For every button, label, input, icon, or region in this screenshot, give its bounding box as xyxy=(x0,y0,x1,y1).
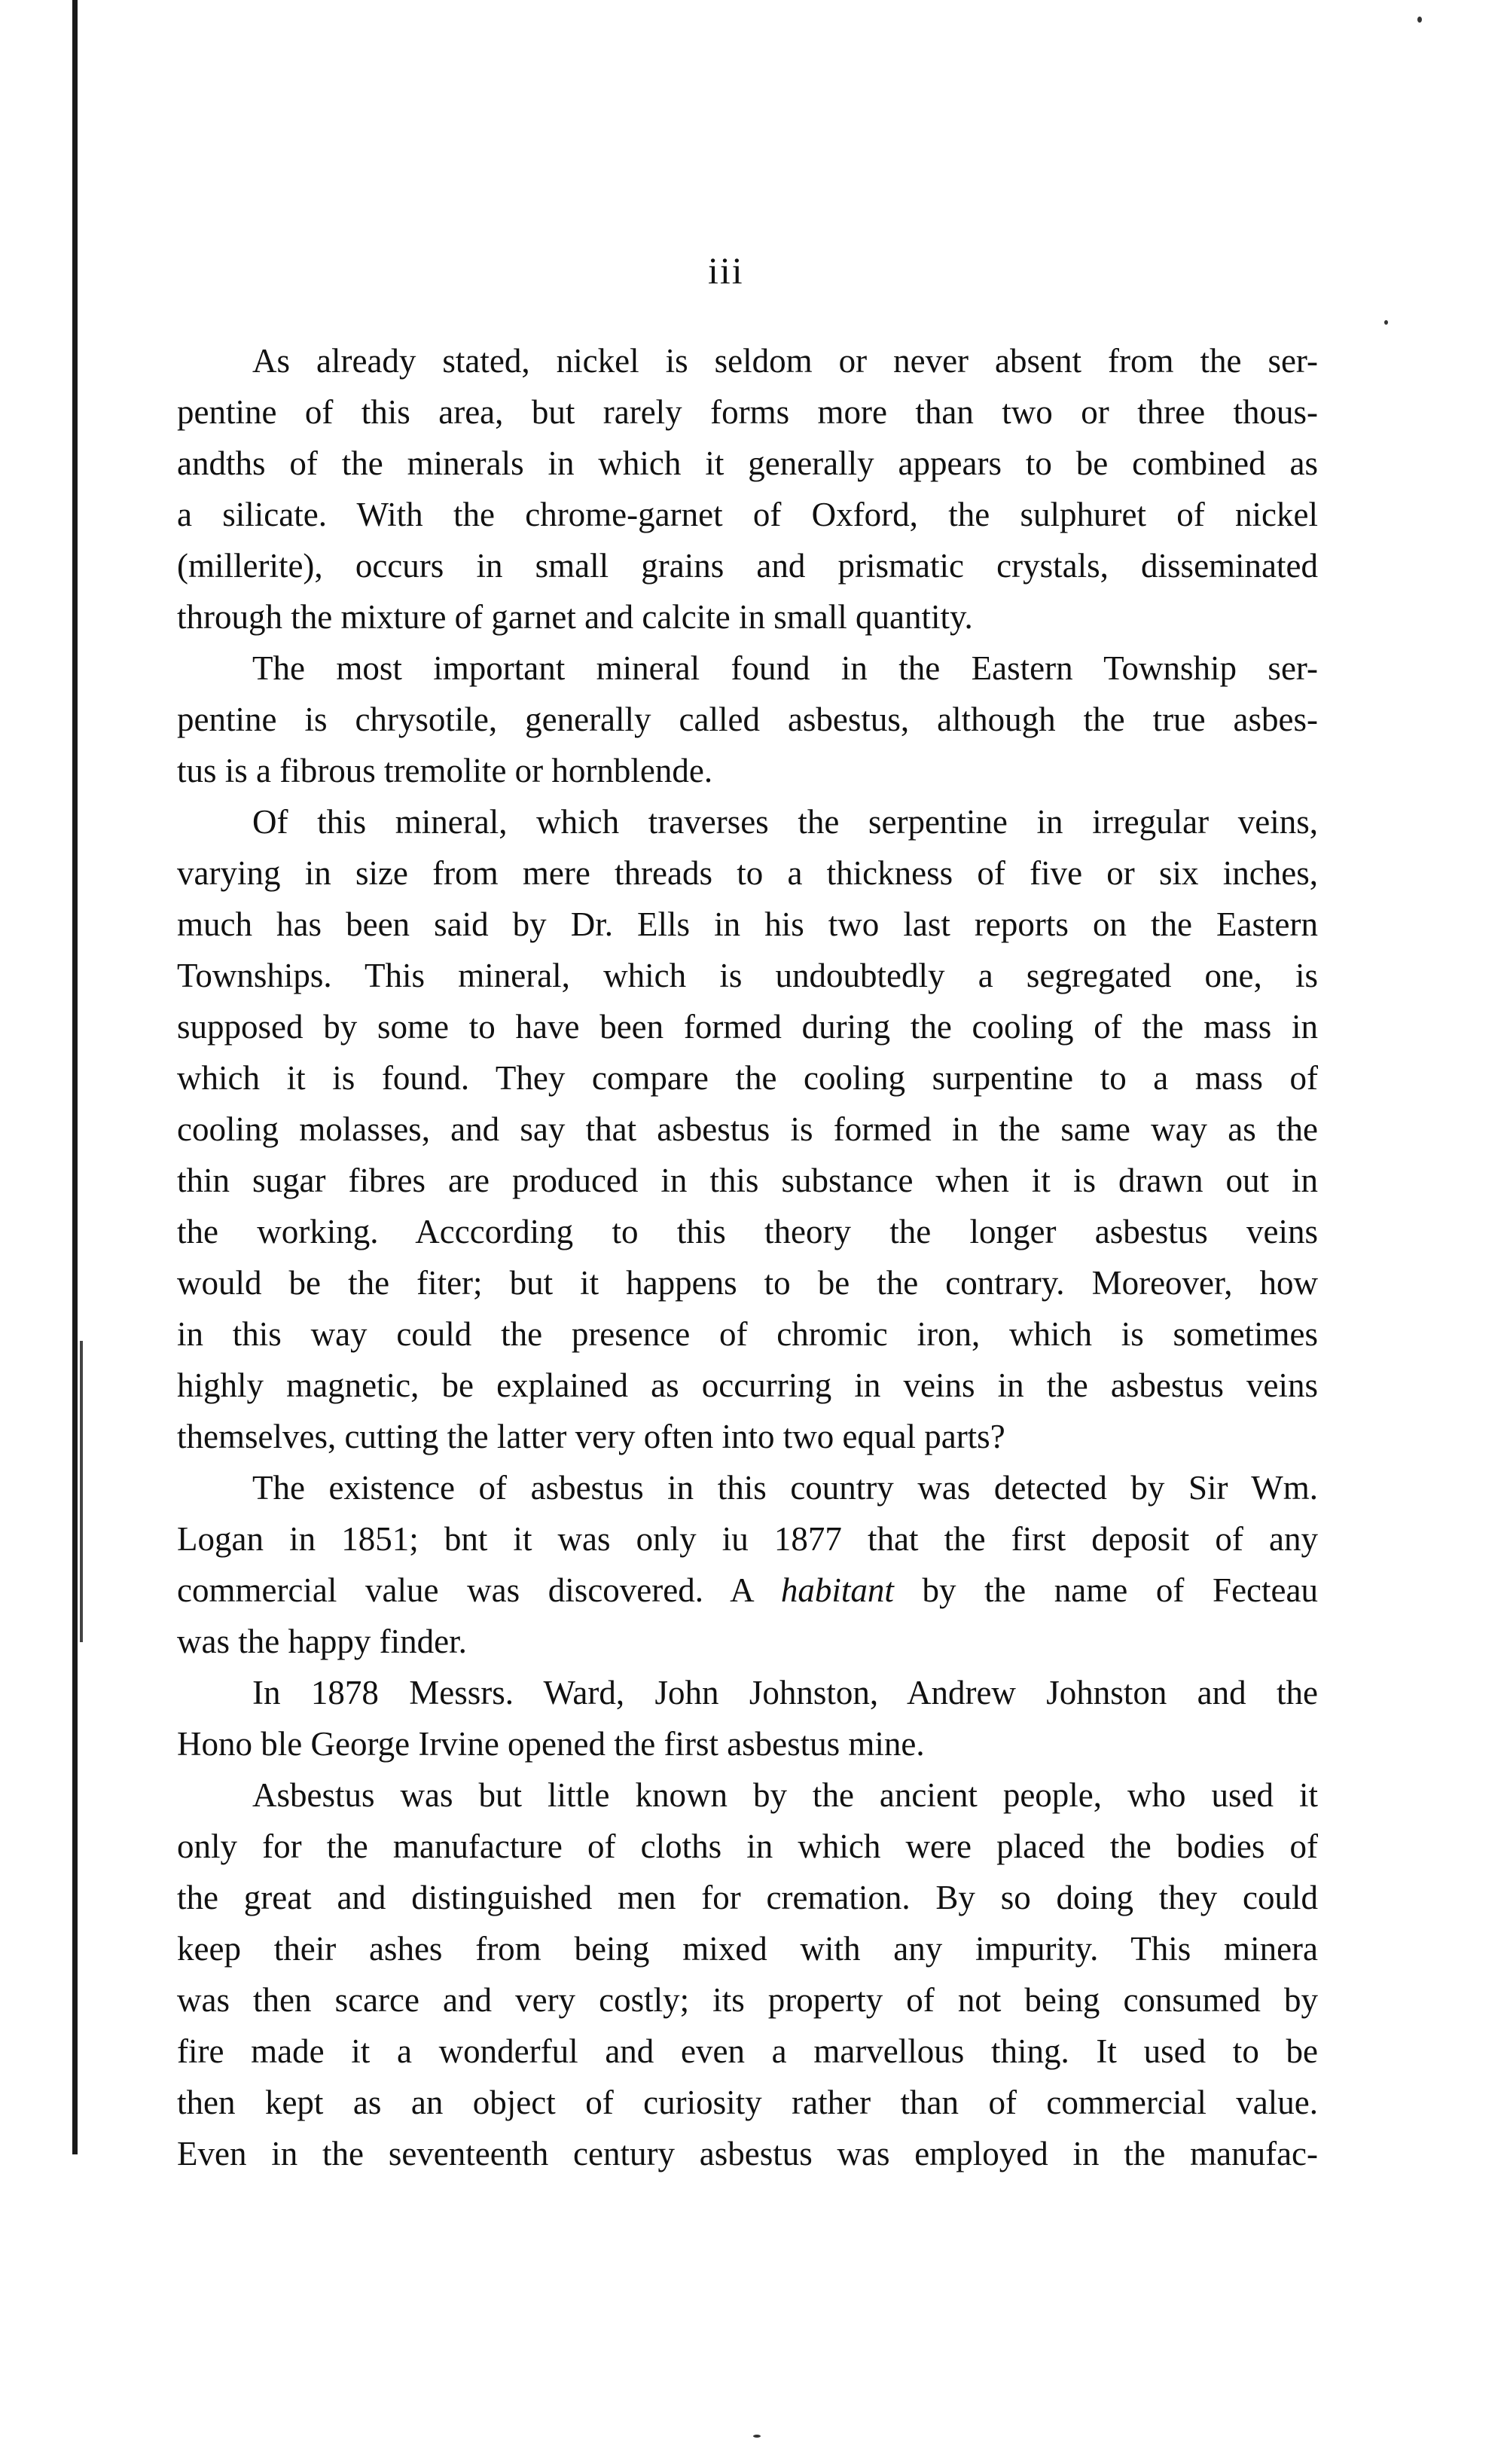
text-line: varying in size from mere threads to a thickness of five or six inches, xyxy=(177,854,1318,892)
text-line: The existence of asbestus in this country was detected by Sir Wm. xyxy=(252,1469,1318,1507)
text-line: pentine is chrysotile, generally called asbestus, although the true asbes- xyxy=(177,701,1318,738)
text-line: only for the manufacture of cloths in which were placed the bodies of xyxy=(177,1827,1318,1865)
text-line: the working. Acccording to this theory the longer asbestus veins xyxy=(177,1213,1318,1250)
scan-binding-edge xyxy=(72,0,78,2154)
text-line: Even in the seventeenth century asbestus was employed in the manufac- xyxy=(177,2135,1318,2172)
text-segment: commercial value was discovered. A xyxy=(177,1571,781,1609)
text-line: a silicate. With the chrome-garnet of Oxford, the sulphuret of nickel xyxy=(177,496,1318,533)
text-line: tus is a fibrous tremolite or hornblende. xyxy=(177,752,713,789)
text-line: Logan in 1851; bnt it was only iu 1877 that the first deposit of any xyxy=(177,1520,1318,1558)
text-line: themselves, cutting the latter very often into two equal parts? xyxy=(177,1418,1005,1455)
scan-binding-edge-shadow xyxy=(80,1341,83,1642)
text-line: cooling molasses, and say that asbestus is formed in the same way as the xyxy=(177,1110,1318,1148)
text-line: would be the fiter; but it happens to be the contrary. Moreover, how xyxy=(177,1264,1318,1302)
text-segment: by the name of Fecteau xyxy=(893,1571,1318,1609)
text-line: then kept as an object of curiosity rather than of commercial value. xyxy=(177,2084,1318,2121)
text-line: supposed by some to have been formed during the cooling of the mass in xyxy=(177,1008,1318,1046)
body-text xyxy=(177,335,1318,2179)
italic-word: habitant xyxy=(780,1571,894,1609)
text-line: In 1878 Messrs. Ward, John Johnston, Andrew Johnston and the xyxy=(252,1674,1318,1711)
text-line: through the mixture of garnet and calcite in small quantity. xyxy=(177,598,973,636)
page-number: iii xyxy=(708,249,744,292)
text-line: highly magnetic, be explained as occurring in veins in the asbestus veins xyxy=(177,1366,1318,1404)
text-line: which it is found. They compare the cooling surpentine to a mass of xyxy=(177,1059,1318,1097)
text-line: was the happy finder. xyxy=(177,1623,467,1660)
text-line: fire made it a wonderful and even a marvellous thing. It used to be xyxy=(177,2032,1318,2070)
text-line: was then scarce and very costly; its property of not being consumed by xyxy=(177,1981,1318,2019)
text-line: much has been said by Dr. Ells in his two last reports on the Eastern xyxy=(177,905,1318,943)
text-line: Asbestus was but little known by the ancient people, who used it xyxy=(252,1776,1318,1814)
text-line: the great and distinguished men for cremation. By so doing they could xyxy=(177,1879,1318,1916)
text-line xyxy=(177,1565,1318,1616)
text-line: Townships. This mineral, which is undoubtedly a segregated one, is xyxy=(177,957,1318,994)
scan-speck xyxy=(1384,320,1388,325)
text-line: pentine of this area, but rarely forms more than two or three thous- xyxy=(177,393,1318,431)
text-line: Hono ble George Irvine opened the first asbestus mine. xyxy=(177,1725,925,1763)
scan-speck xyxy=(1417,17,1422,23)
text-line: As already stated, nickel is seldom or never absent from the ser- xyxy=(252,342,1318,380)
text-line: in this way could the presence of chromic iron, which is sometimes xyxy=(177,1315,1318,1353)
text-line: Of this mineral, which traverses the serpentine in irregular veins, xyxy=(252,803,1318,841)
text-line: (millerite), occurs in small grains and prismatic crystals, disseminated xyxy=(177,547,1318,585)
text-line: andths of the minerals in which it generally appears to be combined as xyxy=(177,444,1318,482)
text-line: keep their ashes from being mixed with any impurity. This minera xyxy=(177,1930,1318,1968)
scan-speck xyxy=(753,2435,761,2438)
text-line: thin sugar fibres are produced in this substance when it is drawn out in xyxy=(177,1162,1318,1199)
text-line: The most important mineral found in the Eastern Township ser- xyxy=(252,649,1318,687)
